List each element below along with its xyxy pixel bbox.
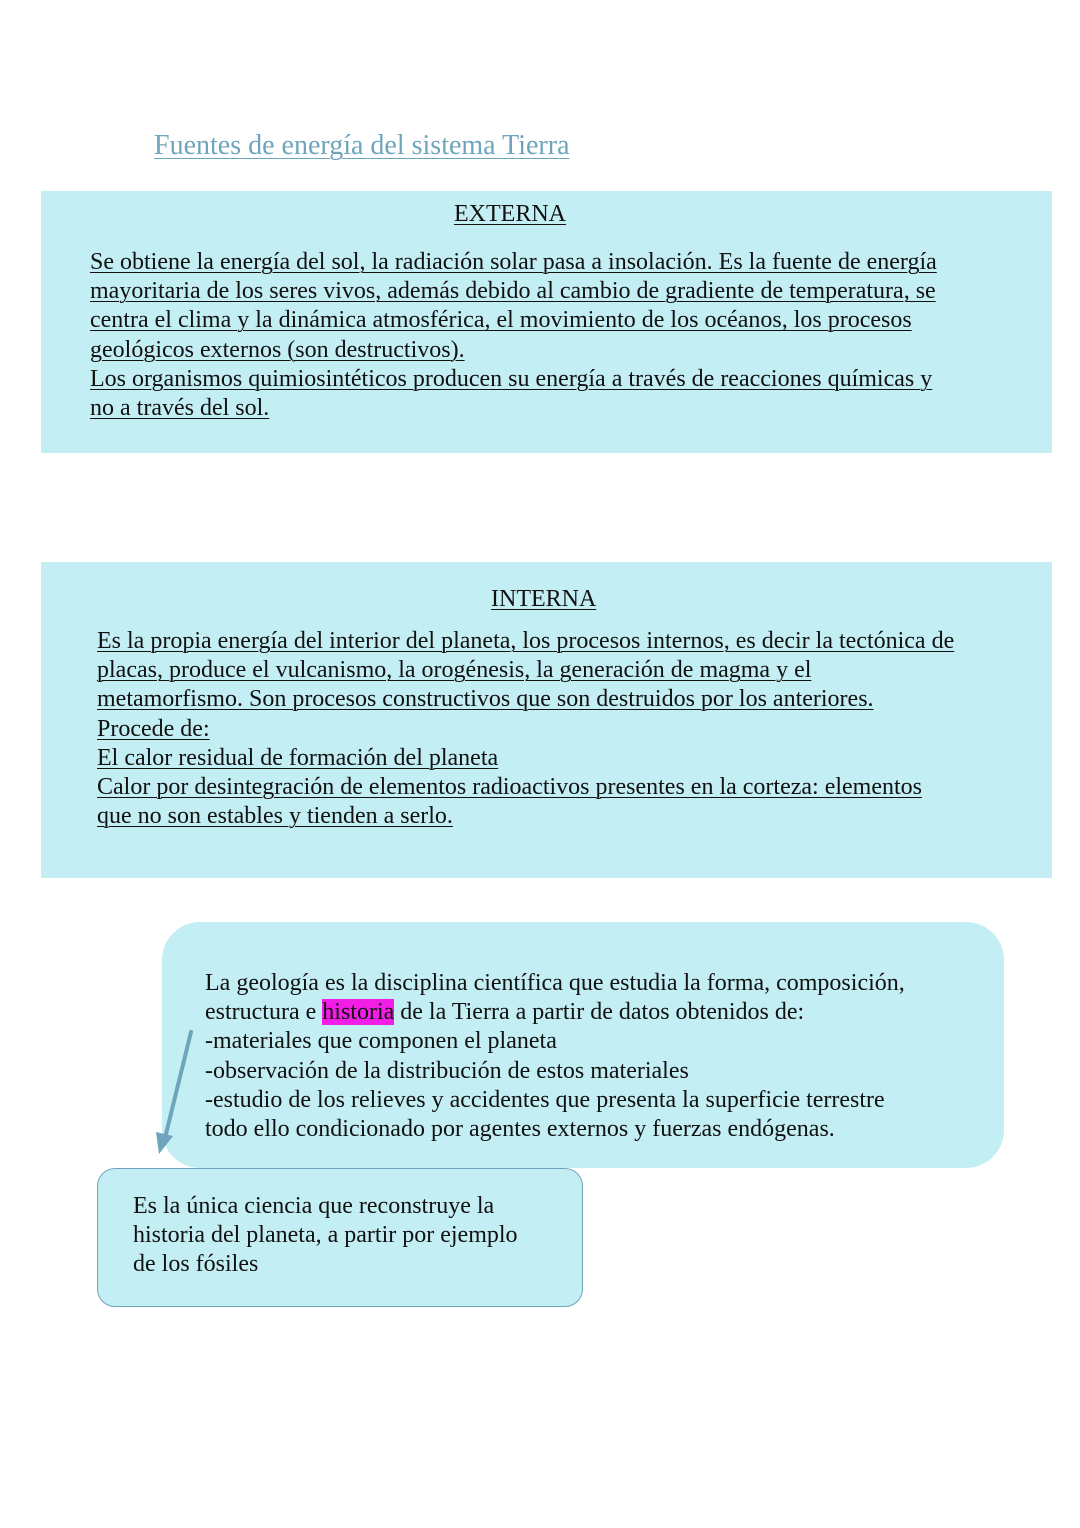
fosiles-line: Es la única ciencia que reconstruye la	[133, 1193, 495, 1219]
interna-line: metamorfismo. Son procesos constructivos que son destruidos por los anteriores.	[97, 686, 874, 713]
fosiles-line: de los fósiles	[133, 1251, 259, 1278]
geologia-line: -materiales que componen el planeta	[205, 1028, 557, 1055]
externa-line: mayoritaria de los seres vivos, además debido al cambio de gradiente de temperatura, se	[90, 278, 936, 305]
interna-line: placas, produce el vulcanismo, la orogénesis, la generación de magma y el	[97, 657, 812, 684]
externa-line: no a través del sol.	[90, 394, 270, 421]
externa-heading: EXTERNA	[454, 201, 566, 227]
page-title: Fuentes de energía del sistema Tierra	[154, 130, 570, 161]
interna-line: que no son estables y tienden a serlo.	[97, 803, 453, 830]
fosiles-line: historia del planeta, a partir por ejemplo	[133, 1222, 518, 1249]
interna-line: Procede de:	[97, 715, 210, 742]
externa-text	[90, 248, 937, 423]
geologia-line: -observación de la distribución de estos materiales	[205, 1057, 689, 1084]
externa-line: centra el clima y la dinámica atmosférica, el movimiento de los océanos, los procesos	[90, 307, 912, 334]
highlighted-word: historia	[322, 999, 395, 1026]
externa-line: Los organismos quimiosintéticos producen su energía a través de reacciones químicas y	[90, 365, 933, 392]
interna-text	[97, 627, 954, 831]
arrow-icon	[150, 1026, 200, 1158]
geologia-line	[205, 998, 905, 1027]
geologia-line: -estudio de los relieves y accidentes que presenta la superficie terrestre	[205, 1086, 885, 1113]
geologia-line: todo ello condicionado por agentes externos y fuerzas endógenas.	[205, 1115, 835, 1142]
externa-line: Se obtiene la energía del sol, la radiación solar pasa a insolación. Es la fuente de energía	[90, 249, 937, 275]
interna-line: El calor residual de formación del planeta	[97, 744, 499, 771]
interna-line: Calor por desintegración de elementos radioactivos presentes en la corteza: elementos	[97, 773, 923, 800]
geologia-line-prefix: estructura e	[205, 999, 323, 1026]
fosiles-text	[133, 1192, 518, 1280]
interna-heading: INTERNA	[491, 586, 597, 612]
geologia-text	[205, 969, 905, 1144]
interna-line: Es la propia energía del interior del planeta, los procesos internos, es decir la tectónica de	[97, 628, 955, 654]
externa-line: geológicos externos (son destructivos).	[90, 336, 465, 363]
geologia-line-suffix: de la Tierra a partir de datos obtenidos de:	[394, 999, 805, 1026]
geologia-line: La geología es la disciplina científica que estudia la forma, composición,	[205, 970, 905, 996]
